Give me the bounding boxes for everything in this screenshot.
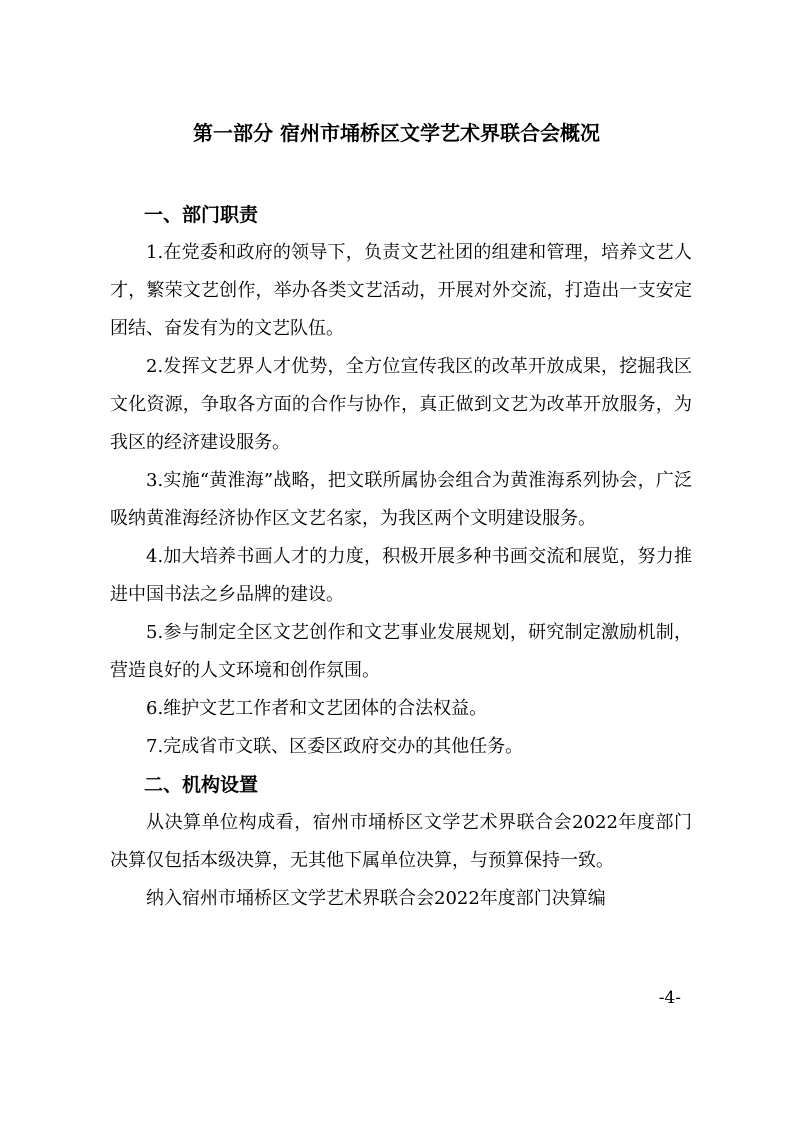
duty-item-3: 3.实施“黄淮海”战略，把文联所属协会组合为黄淮海系列协会，广泛吸纳黄淮海经济协作区文艺名家，为我区两个文明建设服务。 [110,470,692,529]
organization-paragraph-1: 从决算单位构成看，宿州市埇桥区文学艺术界联合会2022年度部门决算仅包括本级决算，无其他下属单位决算，与预算保持一致。 [110,812,692,871]
duty-item-1: 1.在党委和政府的领导下，负责文艺社团的组建和管理，培养文艺人才，繁荣文艺创作，举办各类文艺活动，开展对外交流，打造出一支安定团结、奋发有为的文艺队伍。 [110,242,692,339]
organization-paragraph-2: 纳入宿州市埇桥区文学艺术界联合会2022年度部门决算编 [146,888,606,909]
duty-item-5: 5.参与制定全区文艺创作和文艺事业发展规划，研究制定激励机制，营造良好的人文环境和创作氛围。 [110,622,692,681]
section-heading-duties: 一、部门职责 [144,204,259,226]
section-heading-organization: 二、机构设置 [144,774,259,796]
document-body [110,196,692,918]
duty-item-6: 6.维护文艺工作者和文艺团体的合法权益。 [146,698,488,719]
duty-item-4: 4.加大培养书画人才的力度，积极开展多种书画交流和展览，努力推进中国书法之乡品牌的建设。 [110,546,692,605]
duty-item-7: 7.完成省市文联、区委区政府交办的其他任务。 [146,736,524,757]
page-number: -4- [658,988,681,1008]
page-title: 第一部分 宿州市埇桥区文学艺术界联合会概况 [193,121,600,145]
duty-item-2: 2.发挥文艺界人才优势，全方位宣传我区的改革开放成果，挖掘我区文化资源，争取各方面的合作与协作，真正做到文艺为改革开放服务，为我区的经济建设服务。 [110,356,692,453]
